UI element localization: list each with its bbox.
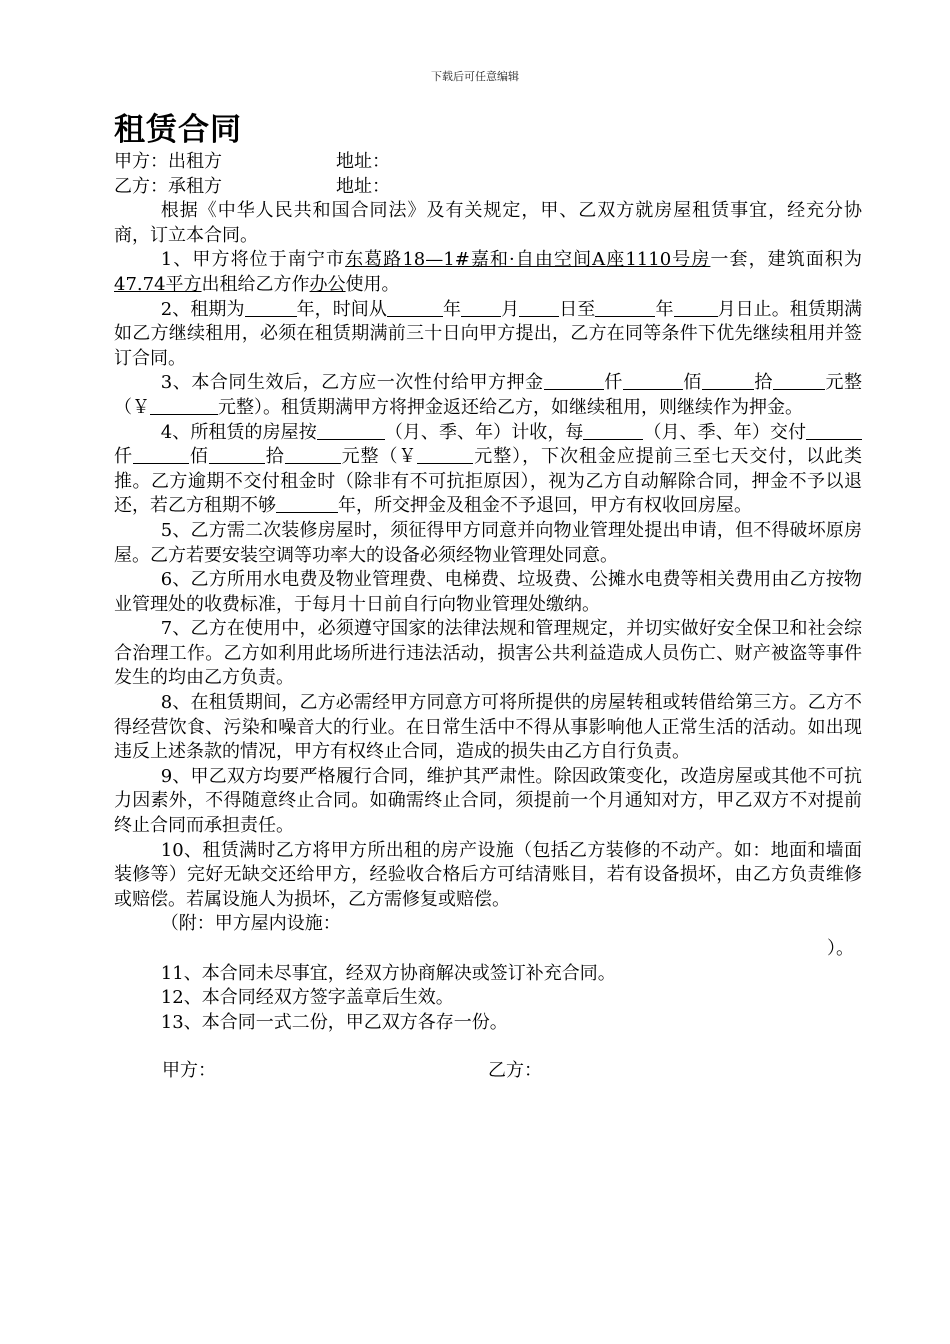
blank-term-years[interactable] bbox=[245, 298, 297, 317]
appendix-line: （附：甲方屋内设施： bbox=[160, 913, 341, 935]
clause-4-text-c: （月、季、年）交付 bbox=[643, 421, 807, 443]
clause-10: 10、租赁满时乙方将甲方所出租的房产设施（包括乙方装修的不动产。如：地面和墙面装修等）完好无缺交还给甲方，经验收合格后方可结清账目，若有设备损坏，由乙方负责维修或赔偿。若属设施人为损坏，乙方需修复或赔偿。 bbox=[114, 839, 862, 910]
clause-5: 5、乙方需二次装修房屋时，须征得甲方同意并向物业管理处提出申请，但不得破坏原房屋。乙方若要安装空调等功率大的设备必须经物业管理处同意。 bbox=[114, 519, 862, 566]
blank-rent-hundreds[interactable] bbox=[133, 445, 189, 464]
party-b-line bbox=[114, 175, 862, 200]
blank-start-month[interactable] bbox=[461, 298, 501, 317]
clause-2-text-e: 日至 bbox=[559, 298, 596, 320]
contract-body bbox=[114, 150, 862, 1084]
clause-4-text-g: 元整（￥ bbox=[340, 446, 418, 468]
clause-7: 7、乙方在使用中，必须遵守国家的法律法规和管理规定，并切实做好安全保卫和社会综合治理工作。乙方如利用此场所进行违法活动，损害公共利益造成人员伤亡、财产被盗等事件发生的均由乙方负责。 bbox=[114, 618, 862, 689]
clause-3-text-e: 元整（￥ bbox=[114, 372, 863, 418]
blank-payment-period[interactable] bbox=[583, 421, 643, 440]
clause-2-text-a: 2、租期为 bbox=[160, 298, 245, 320]
clause-2 bbox=[114, 298, 862, 372]
blank-start-day[interactable] bbox=[519, 298, 559, 317]
blank-min-term-years[interactable] bbox=[276, 494, 338, 513]
clause-4-text-a: 4、所租赁的房屋按 bbox=[160, 421, 317, 443]
blank-deposit-tens[interactable] bbox=[702, 371, 754, 390]
party-a-line bbox=[114, 150, 862, 175]
clause-4-text-f: 拾 bbox=[264, 446, 285, 468]
clause-8: 8、在租赁期间，乙方必需经甲方同意方可将所提供的房屋转租或转借给第三方。乙方不得经营饮食、污染和噪音大的行业。在日常生活中不得从事影响他人正常生活的活动。如出现违反上述条款的情况，甲方有权终止合同，造成的损失由乙方自行负责。 bbox=[114, 692, 862, 763]
signature-party-a: 甲方： bbox=[162, 1060, 216, 1082]
clause-3 bbox=[114, 371, 862, 420]
contract-title: 租赁合同 bbox=[114, 112, 242, 148]
blank-start-year[interactable] bbox=[387, 298, 443, 317]
intro-paragraph: 根据《中华人民共和国合同法》及有关规定，甲、乙双方就房屋租赁事宜，经充分协商，订立本合同。 bbox=[114, 200, 862, 246]
signature-party-b: 乙方： bbox=[488, 1060, 542, 1082]
clause-2-text-c: 年 bbox=[442, 298, 462, 320]
clause-3-text-b: 仟 bbox=[603, 372, 623, 394]
blank-end-year[interactable] bbox=[595, 298, 655, 317]
clause-3-text-d: 拾 bbox=[753, 372, 773, 394]
clause-3-text-c: 佰 bbox=[682, 372, 702, 394]
clause-3-text-f: 元整）。租赁期满甲方将押金返还给乙方，如继续租用，则继续作为押金。 bbox=[218, 396, 803, 418]
clause-4 bbox=[114, 421, 862, 519]
clause-12: 12、本合同经双方签字盖章后生效。 bbox=[160, 987, 454, 1009]
blank-deposit-units[interactable] bbox=[773, 371, 825, 390]
blank-deposit-amount[interactable] bbox=[150, 396, 218, 415]
clause-11: 11、本合同未尽事宜，经双方协商解决或签订补充合同。 bbox=[160, 962, 616, 984]
clause-6: 6、乙方所用水电费及物业管理费、电梯费、垃圾费、公摊水电费等相关费用由乙方按物业管理处的收费标准，于每月十日前自行向物业管理处缴纳。 bbox=[114, 569, 862, 615]
party-a-label: 甲方：出租方 bbox=[114, 151, 222, 172]
clause-4-text-e: 佰 bbox=[188, 446, 209, 468]
party-b-address-label: 地址： bbox=[336, 175, 390, 197]
blank-rent-thousands[interactable] bbox=[806, 421, 862, 440]
property-address: 东葛路18—1#嘉和·自由空间A座1110号房 bbox=[345, 249, 711, 271]
property-use: 办公 bbox=[309, 273, 346, 295]
blank-deposit-hundreds[interactable] bbox=[623, 371, 683, 390]
party-a-address-label: 地址： bbox=[336, 151, 390, 172]
clause-4-text-d: 仟 bbox=[114, 446, 133, 468]
clause-2-text-g: 月 bbox=[717, 298, 736, 320]
blank-deposit-thousands[interactable] bbox=[544, 371, 604, 390]
signature-row bbox=[114, 1059, 862, 1084]
clause-1 bbox=[114, 248, 862, 297]
clause-4-text-h: 元整），下次租金应提前三至七天交付，以此类推。乙方逾期不交付租金时（除非有不可抗拒原因），视为乙方自动解除合同，押金不予以退还，若乙方租期不够 bbox=[114, 446, 863, 517]
party-b-label: 乙方：承租方 bbox=[114, 175, 222, 197]
clause-1-text-a: 1、甲方将位于南宁市 bbox=[160, 249, 346, 271]
clause-4-text-b: （月、季、年）计收，每 bbox=[384, 421, 584, 443]
blank-end-month[interactable] bbox=[674, 298, 718, 317]
property-area: 47.74平方 bbox=[114, 273, 202, 295]
blank-rent-units[interactable] bbox=[285, 445, 341, 464]
blank-rent-tens[interactable] bbox=[209, 445, 265, 464]
clause-13: 13、本合同一式二份，甲乙双方各存一份。 bbox=[160, 1011, 508, 1033]
clause-2-text-b: 年，时间从 bbox=[296, 298, 387, 320]
blank-billing-period[interactable] bbox=[317, 421, 385, 440]
blank-rent-amount[interactable] bbox=[417, 445, 473, 464]
appendix-close: ）。 bbox=[827, 938, 854, 959]
clause-2-text-f: 年 bbox=[655, 298, 674, 320]
clause-1-text-d: 使用。 bbox=[345, 273, 400, 295]
clause-1-text-b: 一套，建筑面积为 bbox=[710, 249, 863, 271]
clause-3-text-a: 3、本合同生效后，乙方应一次性付给甲方押金 bbox=[160, 372, 544, 394]
clause-9: 9、甲乙双方均要严格履行合同，维护其严肃性。除因政策变化，改造房屋或其他不可抗力因素外，不得随意终止合同。如确需终止合同，须提前一个月通知对方，甲乙双方不对提前终止合同而承担责任。 bbox=[114, 765, 862, 837]
clause-2-text-d: 月 bbox=[501, 298, 520, 320]
clause-1-text-c: 出租给乙方作 bbox=[201, 273, 310, 295]
clause-2-text-h: 日止。租赁期满如乙方继续租用，必须在租赁期满前三十日向甲方提出，乙方在同等条件下优先继续租用并签订合同。 bbox=[114, 298, 862, 369]
clause-4-text-i: 年，所交押金及租金不予退回，甲方有权收回房屋。 bbox=[338, 495, 752, 517]
page-header: 下载后可任意编辑 bbox=[431, 70, 519, 83]
